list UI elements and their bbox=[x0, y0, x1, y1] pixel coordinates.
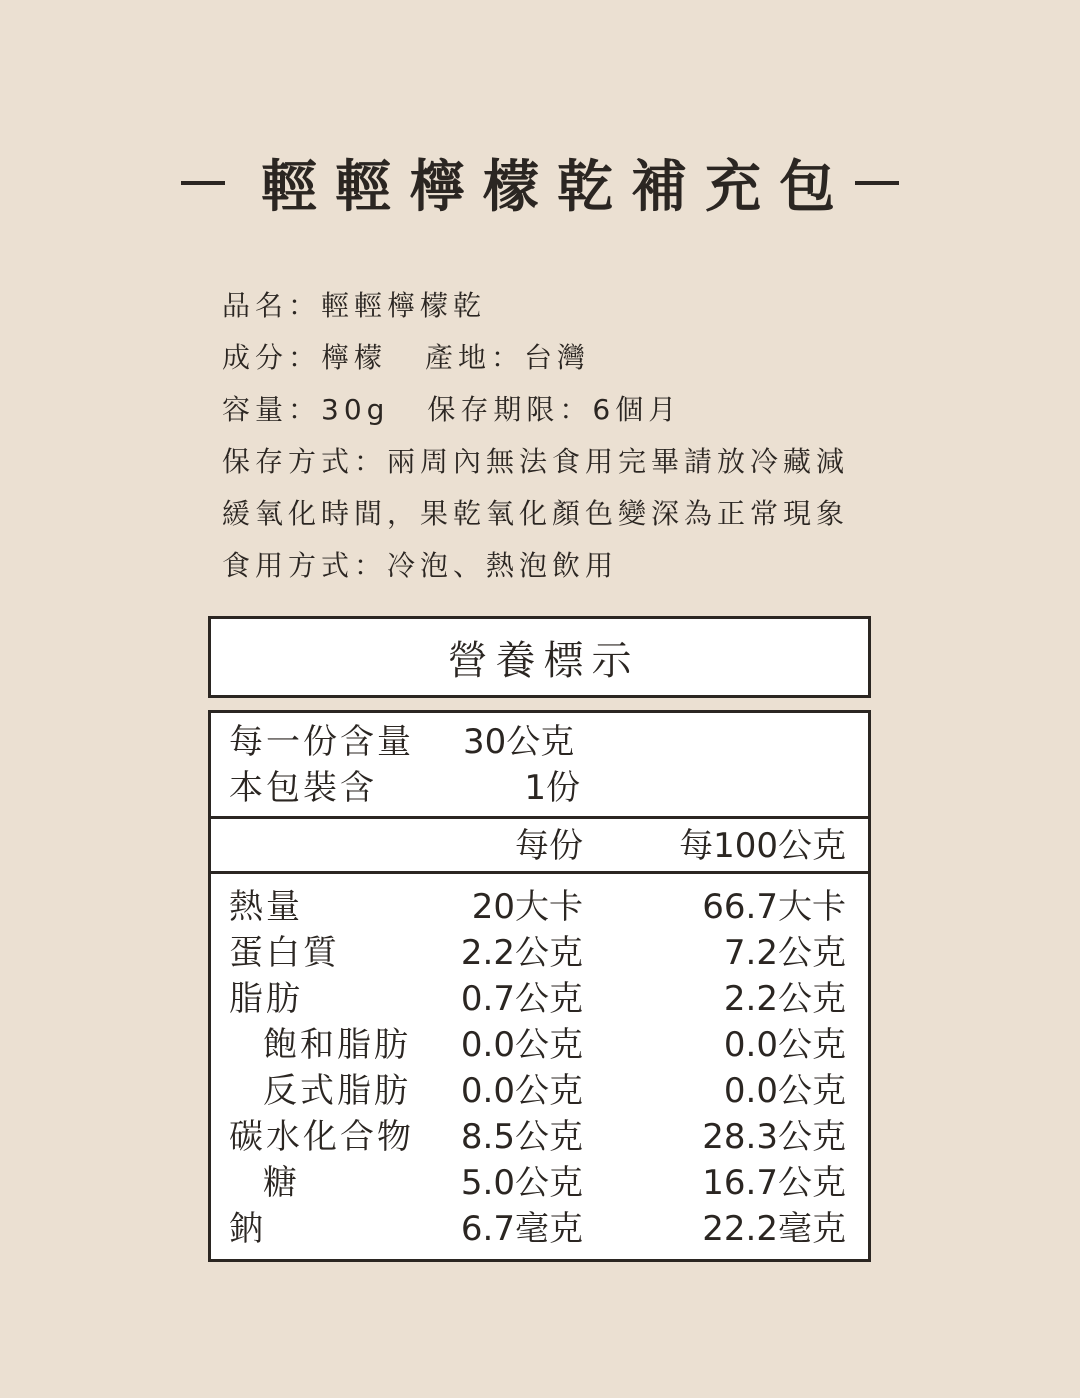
nutrient-row-protein bbox=[211, 930, 868, 976]
storage-text-1: 保存方式：兩周內無法食用完畢請放冷藏減 bbox=[222, 445, 850, 478]
nutrition-title: 營養標示 bbox=[447, 637, 640, 684]
nutrient-per-100g: 0.0公克 bbox=[723, 1025, 846, 1065]
usage-text: 食用方式：冷泡、熱泡飲用 bbox=[222, 549, 619, 582]
shelf-life: 保存期限：6個月 bbox=[427, 393, 682, 426]
serving-value: 30公克 bbox=[463, 722, 575, 762]
col-per-100g-header: 每100公克 bbox=[679, 826, 846, 866]
nutrient-per-100g: 22.2毫克 bbox=[702, 1209, 846, 1249]
storage-line-1 bbox=[222, 436, 902, 488]
nutrient-label: 熱量 bbox=[229, 887, 303, 927]
package-label: 本包裝含 bbox=[229, 768, 377, 808]
nutrient-per-serving: 8.5公克 bbox=[460, 1117, 583, 1157]
nutrient-per-serving: 0.7公克 bbox=[460, 979, 583, 1019]
serving-label: 每一份含量 bbox=[229, 722, 414, 762]
ingredients-origin-line bbox=[222, 332, 902, 384]
nutrient-per-100g: 66.7大卡 bbox=[702, 887, 846, 927]
nutrient-per-serving: 0.0公克 bbox=[460, 1071, 583, 1111]
nutrition-title-box bbox=[208, 616, 871, 698]
product-name: 品名：輕輕檸檬乾 bbox=[222, 289, 487, 322]
nutrient-per-serving: 6.7毫克 bbox=[460, 1209, 583, 1249]
package-row bbox=[211, 765, 868, 811]
nutrient-label: 飽和脂肪 bbox=[263, 1025, 411, 1065]
nutrient-label: 鈉 bbox=[229, 1209, 266, 1249]
origin: 產地：台灣 bbox=[425, 341, 591, 374]
ingredients: 成分：檸檬 bbox=[222, 341, 388, 374]
storage-line-2 bbox=[222, 488, 902, 540]
serving-row bbox=[211, 719, 868, 765]
nutrient-label: 蛋白質 bbox=[229, 933, 340, 973]
nutrition-table bbox=[208, 710, 871, 1262]
product-info bbox=[222, 280, 902, 592]
nutrient-label: 糖 bbox=[263, 1163, 300, 1203]
usage-line bbox=[222, 540, 902, 592]
nutrient-rows bbox=[211, 874, 868, 1260]
capacity-shelf-line bbox=[222, 384, 902, 436]
nutrient-per-100g: 0.0公克 bbox=[723, 1071, 846, 1111]
nutrient-per-serving: 0.0公克 bbox=[460, 1025, 583, 1065]
nutrient-row-sugar bbox=[211, 1160, 868, 1206]
nutrient-label: 脂肪 bbox=[229, 979, 303, 1019]
nutrient-per-100g: 16.7公克 bbox=[702, 1163, 846, 1203]
nutrient-per-serving: 5.0公克 bbox=[460, 1163, 583, 1203]
nutrient-per-100g: 2.2公克 bbox=[723, 979, 846, 1019]
col-per-serving-header: 每份 bbox=[515, 826, 583, 866]
nutrient-label: 碳水化合物 bbox=[229, 1117, 414, 1157]
page-title bbox=[0, 138, 1080, 228]
nutrient-per-serving: 20大卡 bbox=[471, 887, 583, 927]
column-header-row bbox=[211, 823, 868, 869]
page-title-text: 輕輕檸檬乾補充包 bbox=[261, 155, 853, 220]
nutrient-row-fat bbox=[211, 976, 868, 1022]
capacity: 容量：30g bbox=[222, 393, 390, 426]
serving-section bbox=[211, 713, 868, 817]
nutrient-per-serving: 2.2公克 bbox=[460, 933, 583, 973]
package-value: 1份 bbox=[524, 768, 580, 808]
nutrient-row-energy bbox=[211, 884, 868, 930]
column-header-section bbox=[211, 819, 868, 871]
storage-text-2: 緩氧化時間，果乾氧化顏色變深為正常現象 bbox=[222, 497, 850, 530]
product-name-line bbox=[222, 280, 902, 332]
title-dash-left bbox=[181, 181, 225, 185]
nutrient-row-carbohydrate bbox=[211, 1114, 868, 1160]
nutrient-per-100g: 28.3公克 bbox=[702, 1117, 846, 1157]
nutrient-label: 反式脂肪 bbox=[263, 1071, 411, 1111]
nutrient-row-trans-fat bbox=[211, 1068, 868, 1114]
nutrient-per-100g: 7.2公克 bbox=[723, 933, 846, 973]
title-dash-right bbox=[855, 181, 899, 185]
nutrient-row-saturated-fat bbox=[211, 1022, 868, 1068]
nutrient-row-sodium bbox=[211, 1206, 868, 1252]
